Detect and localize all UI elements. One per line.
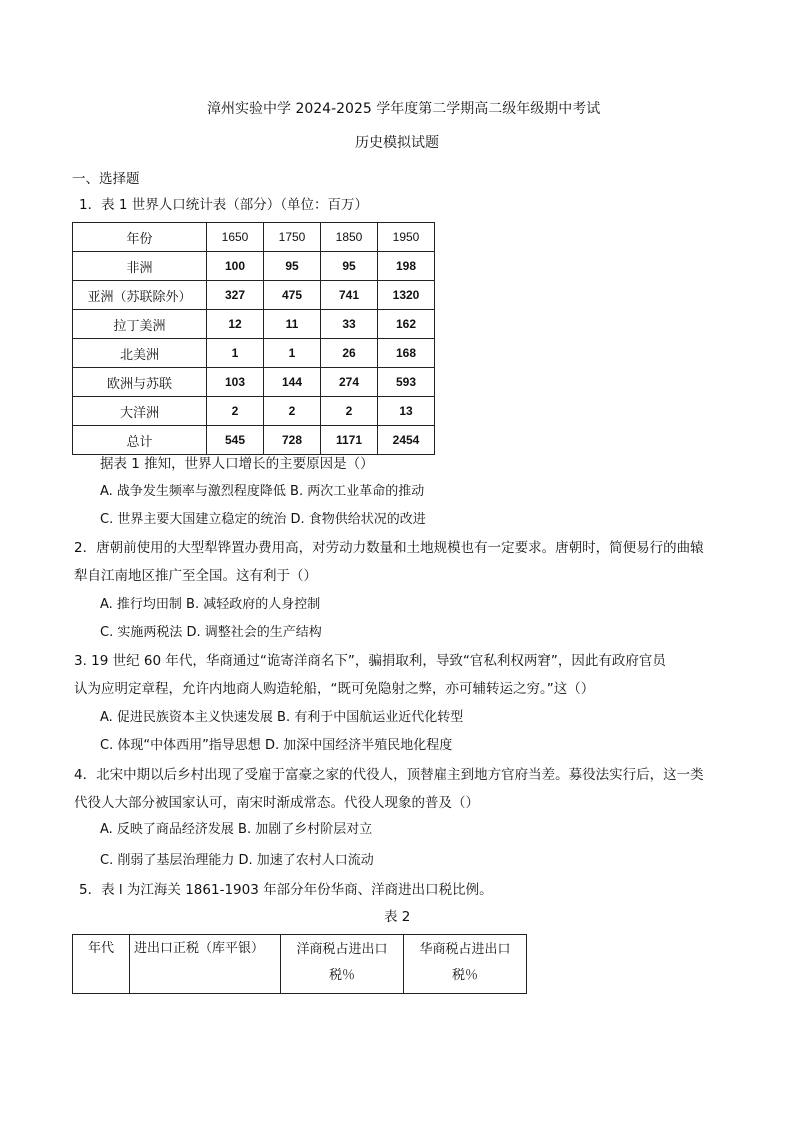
- q5-table-caption: 表 2: [384, 909, 411, 925]
- region-cell: 欧洲与苏联: [73, 368, 207, 397]
- customs-tax-table: [72, 934, 527, 994]
- table-row: [73, 339, 435, 368]
- table-row: [73, 426, 435, 455]
- value-cell: 95: [264, 252, 321, 281]
- col-header-regular-tax: 进出口正税（库平银）: [130, 935, 281, 994]
- value-cell: 2454: [378, 426, 435, 455]
- table-header-cell: 1850: [321, 223, 378, 252]
- value-cell: 327: [207, 281, 264, 310]
- value-cell: 741: [321, 281, 378, 310]
- table-row: [73, 368, 435, 397]
- value-cell: 545: [207, 426, 264, 455]
- q3-stem-line2: 认为应明定章程，允许内地商人购造轮船，“既可免隐射之弊，亦可辅转运之穷。”这（）: [74, 681, 595, 697]
- table-row: [73, 310, 435, 339]
- value-cell: 12: [207, 310, 264, 339]
- value-cell: 1: [207, 339, 264, 368]
- q2-options-ab: A. 推行均田制 B. 减轻政府的人身控制: [100, 597, 321, 612]
- region-cell: 亚洲（苏联除外）: [73, 281, 207, 310]
- value-cell: 26: [321, 339, 378, 368]
- table-row: [73, 252, 435, 281]
- table-header-row: [73, 223, 435, 252]
- value-cell: 2: [321, 397, 378, 426]
- q2-stem-line1: 2．唐朝前使用的大型犁铧置办费用高，对劳动力数量和土地规模也有一定要求。唐朝时，简便易行的曲辕: [74, 540, 704, 556]
- q1-options-cd: C. 世界主要大国建立稳定的统治 D. 食物供给状况的改进: [100, 512, 426, 527]
- value-cell: 2: [264, 397, 321, 426]
- region-cell: 拉丁美洲: [73, 310, 207, 339]
- q3-stem-line1: 3. 19 世纪 60 年代，华商通过“诡寄洋商名下”，骗捐取利，导致“官私利权两窘”，因此有政府官员: [74, 653, 666, 669]
- q4-stem-line1: 4．北宋中期以后乡村出现了受雇于富豪之家的代役人，顶替雇主到地方官府当差。募役法实行后，这一类: [74, 767, 704, 783]
- value-cell: 274: [321, 368, 378, 397]
- value-cell: 475: [264, 281, 321, 310]
- q1-prompt: 据表 1 推知，世界人口增长的主要原因是（）: [100, 456, 374, 472]
- value-cell: 593: [378, 368, 435, 397]
- table-row: [73, 281, 435, 310]
- region-cell: 总计: [73, 426, 207, 455]
- region-cell: 非洲: [73, 252, 207, 281]
- table-row: [73, 397, 435, 426]
- value-cell: 100: [207, 252, 264, 281]
- q3-options-cd: C. 体现“中体西用”指导思想 D. 加深中国经济半殖民地化程度: [100, 738, 453, 753]
- value-cell: 33: [321, 310, 378, 339]
- value-cell: 103: [207, 368, 264, 397]
- value-cell: 11: [264, 310, 321, 339]
- exam-subtitle: 历史模拟试题: [355, 135, 439, 151]
- value-cell: 728: [264, 426, 321, 455]
- population-table: [72, 222, 435, 455]
- table-header-cell: 1750: [264, 223, 321, 252]
- value-cell: 1: [264, 339, 321, 368]
- value-cell: 95: [321, 252, 378, 281]
- q3-options-ab: A. 促进民族资本主义快速发展 B. 有利于中国航运业近代化转型: [100, 710, 464, 725]
- table-header-cell: 1650: [207, 223, 264, 252]
- section-heading: 一、选择题: [72, 171, 140, 187]
- value-cell: 168: [378, 339, 435, 368]
- value-cell: 13: [378, 397, 435, 426]
- col-header-foreign-share: 洋商税占进出口税％: [281, 935, 404, 994]
- q1-stem: 1．表 1 世界人口统计表（部分）（单位：百万）: [79, 197, 369, 213]
- q4-stem-line2: 代役人大部分被国家认可，南宋时渐成常态。代役人现象的普及（）: [74, 795, 479, 811]
- value-cell: 1171: [321, 426, 378, 455]
- value-cell: 198: [378, 252, 435, 281]
- region-cell: 北美洲: [73, 339, 207, 368]
- table-header-cell: 1950: [378, 223, 435, 252]
- customs-tax-table-header: [73, 935, 527, 994]
- q2-stem-line2: 犁自江南地区推广至全国。这有利于（）: [74, 568, 317, 584]
- value-cell: 2: [207, 397, 264, 426]
- q4-options-cd: C. 削弱了基层治理能力 D. 加速了农村人口流动: [100, 853, 374, 868]
- col-header-year: 年代: [73, 935, 130, 994]
- region-cell: 大洋洲: [73, 397, 207, 426]
- col-header-chinese-share: 华商税占进出口税％: [404, 935, 527, 994]
- q5-stem: 5．表 l 为江海关 1861-1903 年部分年份华商、洋商进出口税比例。: [79, 882, 493, 898]
- value-cell: 1320: [378, 281, 435, 310]
- value-cell: 162: [378, 310, 435, 339]
- q4-options-ab: A. 反映了商品经济发展 B. 加剧了乡村阶层对立: [100, 822, 373, 837]
- q2-options-cd: C. 实施两税法 D. 调整社会的生产结构: [100, 625, 322, 640]
- q1-options-ab: A. 战争发生频率与激烈程度降低 B. 两次工业革命的推动: [100, 484, 425, 499]
- value-cell: 144: [264, 368, 321, 397]
- exam-title: 漳州实验中学 2024-2025 学年度第二学期高二级年级期中考试: [207, 101, 601, 117]
- table-header-cell: 年份: [73, 223, 207, 252]
